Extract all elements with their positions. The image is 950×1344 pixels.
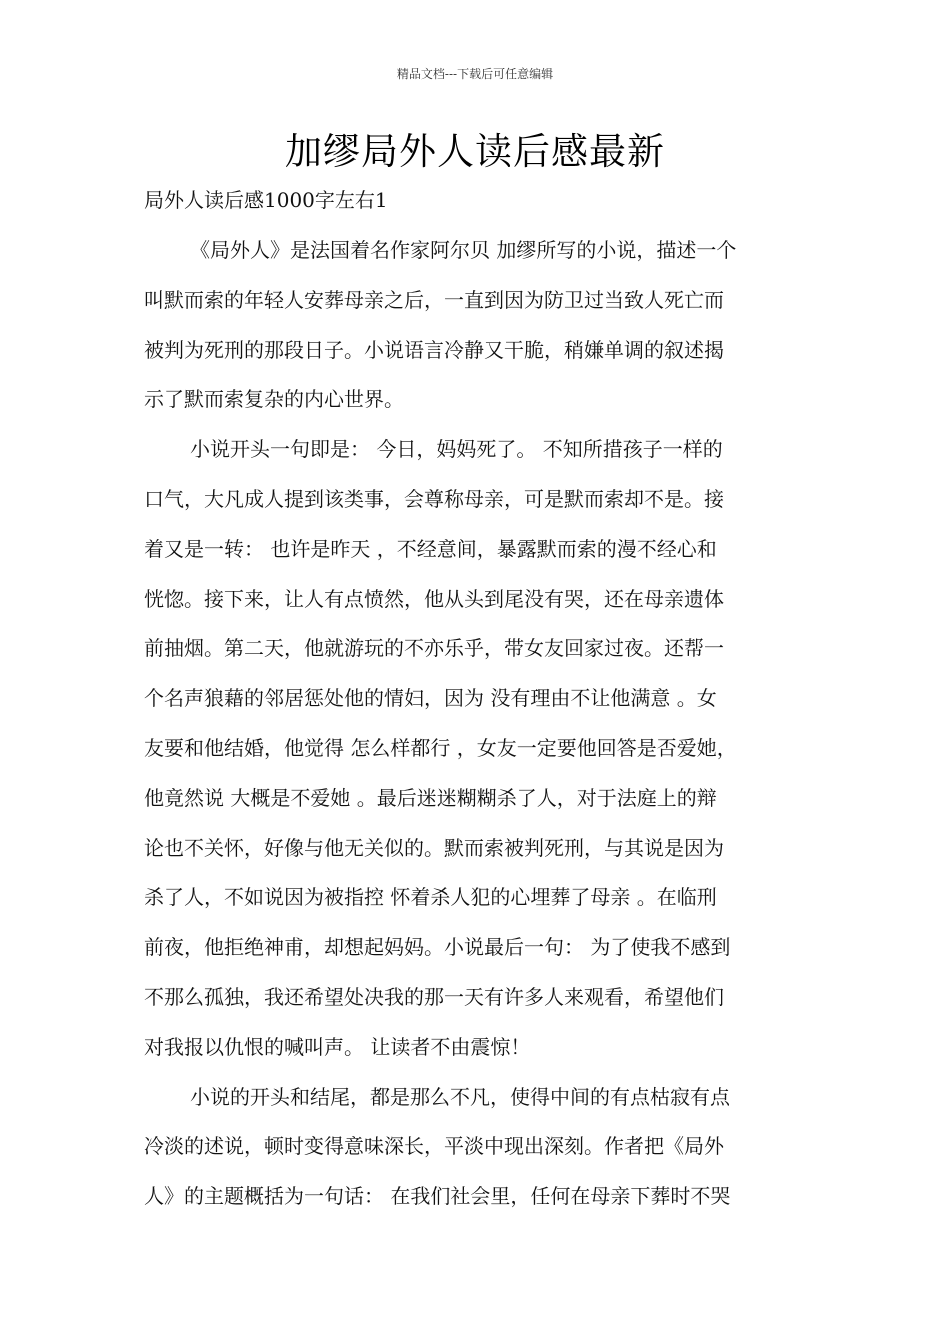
paragraph-line: 示了默而索复杂的内心世界。 — [144, 387, 404, 412]
paragraph-line: 冷淡的述说，顿时变得意味深长，平淡中现出深刻。作者把《局外 — [144, 1134, 724, 1159]
paragraph-line: 人》的主题概括为一句话： 在我们社会里，任何在母亲下葬时不哭 — [144, 1184, 731, 1209]
paragraph-line: 《局外人》是法国着名作家阿尔贝 加缪所写的小说，描述一个 — [190, 238, 737, 262]
paragraph-2 — [144, 425, 808, 1072]
paragraph-line: 被判为死刑的那段日子。小说语言冷静又干脆，稍嫌单调的叙述揭 — [144, 337, 724, 362]
page-header: 精品文档---下载后可任意编辑 — [396, 67, 554, 81]
document-subtitle: 局外人读后感1000字左右1 — [144, 188, 388, 212]
paragraph-1 — [144, 226, 808, 425]
paragraph-line: 前夜，他拒绝神甫，却想起妈妈。小说最后一句： 为了使我不感到 — [144, 935, 731, 960]
paragraph-line: 他竟然说 大概是不爱她 。最后迷迷糊糊杀了人，对于法庭上的辩 — [144, 785, 717, 810]
paragraph-line: 论也不关怀，好像与他无关似的。默而索被判死刑，与其说是因为 — [144, 835, 724, 860]
paragraph-line: 小说的开头和结尾，都是那么不凡，使得中间的有点枯寂有点 — [190, 1084, 730, 1109]
paragraph-line: 杀了人，不如说因为被指控 怀着杀人犯的心埋葬了母亲 。在临刑 — [144, 885, 717, 910]
body-text — [144, 226, 808, 1222]
paragraph-3 — [144, 1073, 808, 1222]
paragraph-line: 恍惚。接下来，让人有点愤然，他从头到尾没有哭，还在母亲遗体 — [144, 586, 724, 611]
paragraph-line: 口气，大凡成人提到该类事，会尊称母亲，可是默而索却不是。接 — [144, 486, 724, 511]
paragraph-line: 个名声狼藉的邻居惩处他的情妇，因为 没有理由不让他满意 。女 — [144, 686, 717, 711]
paragraph-line: 叫默而索的年轻人安葬母亲之后，一直到因为防卫过当致人死亡而 — [144, 287, 724, 312]
document-title: 加缪局外人读后感最新 — [285, 130, 665, 173]
paragraph-line: 前抽烟。第二天，他就游玩的不亦乐乎，带女友回家过夜。还帮一 — [144, 636, 724, 661]
paragraph-line: 不那么孤独，我还希望处决我的那一天有许多人来观看，希望他们 — [144, 984, 724, 1009]
paragraph-line: 着又是一转： 也许是昨天 ，不经意间，暴露默而索的漫不经心和 — [144, 536, 717, 561]
paragraph-line: 对我报以仇恨的喊叫声。 让读者不由震惊！ — [144, 1034, 531, 1059]
paragraph-line: 小说开头一句即是： 今日，妈妈死了。 不知所措孩子一样的 — [190, 437, 723, 462]
paragraph-line: 友要和他结婚，他觉得 怎么样都行 ，女友一定要他回答是否爱她， — [144, 735, 737, 760]
